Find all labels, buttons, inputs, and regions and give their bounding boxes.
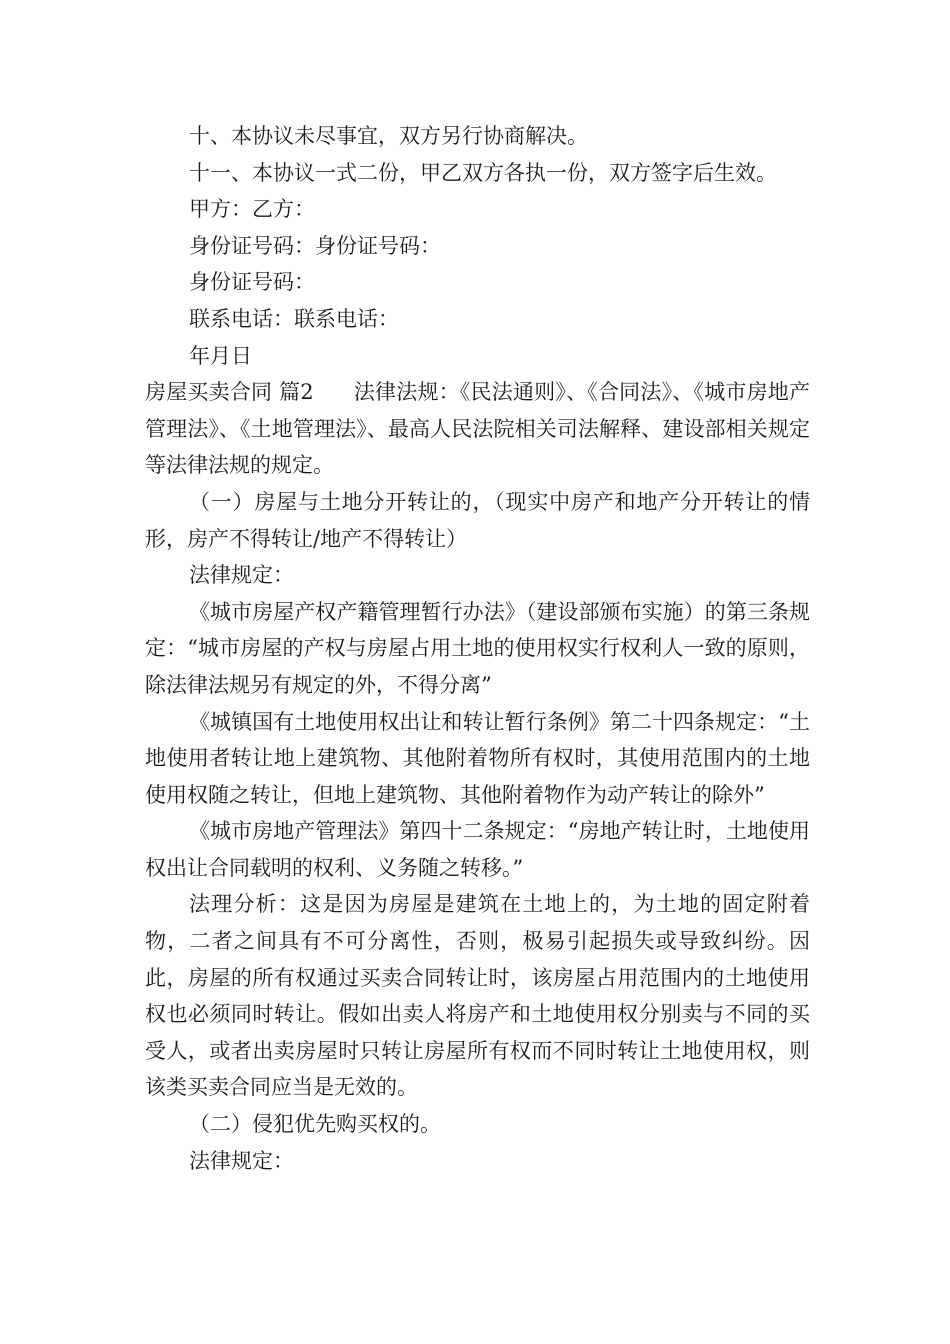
date-line: 年月日	[189, 343, 252, 368]
clause-10: 十、本协议未尽事宜，双方另行协商解决。	[189, 124, 588, 148]
item-2-law-label: 法律规定：	[189, 1148, 294, 1173]
item-1-law-c: 《城市房地产管理法》第四十二条规定：“房地产转让时，土地使用权出让合同载明的权利、义务随之转移。”	[145, 819, 810, 880]
item-1-law-label: 法律规定：	[189, 563, 294, 588]
section-2-intro: 法律法规：《民法通则》、《合同法》、《城市房地产管理法》、《土地管理法》、最高人民法院相关司法解释、建设部相关规定等法律法规的规定。	[145, 380, 810, 478]
party-signature-line: 甲方：乙方：	[189, 197, 315, 222]
clause-11: 十一、本协议一式二份，甲乙双方各执一份，双方签字后生效。	[189, 160, 777, 185]
phone-line: 联系电话：联系电话：	[189, 306, 399, 331]
item-1-analysis: 法理分析：这是因为房屋是建筑在土地上的，为土地的固定附着物，二者之间具有不可分离性，否则，极易引起损失或导致纠纷。因此，房屋的所有权通过买卖合同转让时，该房屋占用范围内的土地使用权也必须同时转让。假如出卖人将房产和土地使用权分别卖与不同的买受人，或者出卖房屋时只转让房屋所有权而不同时转让土地使用权，则该类买卖合同应当是无效的。	[145, 892, 810, 1100]
section-2-intro-paragraph	[145, 374, 810, 484]
item-1-title: （一）房屋与土地分开转让的，（现实中房产和地产分开转让的情形，房产不得转让/地产不得转让）	[145, 489, 810, 551]
id-number-line-single: 身份证号码：	[189, 270, 315, 295]
document-body	[145, 118, 810, 1179]
item-2-title: （二）侵犯优先购买权的。	[189, 1112, 441, 1137]
item-1-law-b: 《城镇国有土地使用权出让和转让暂行条例》第二十四条规定：“土地使用者转让地上建筑物、其他附着物所有权时，其使用范围内的土地使用权随之转让，但地上建筑物、其他附着物作为动产转让的除外”	[145, 709, 810, 807]
item-1-law-a: 《城市房屋产权产籍管理暂行办法》（建设部颁布实施）的第三条规定：“城市房屋的产权与房屋占用土地的使用权实行权利人一致的原则，除法律法规另有规定的外，不得分离”	[145, 599, 810, 697]
section-2-heading: 房屋买卖合同 篇2	[145, 380, 314, 405]
id-number-line-both: 身份证号码：身份证号码：	[189, 233, 441, 258]
